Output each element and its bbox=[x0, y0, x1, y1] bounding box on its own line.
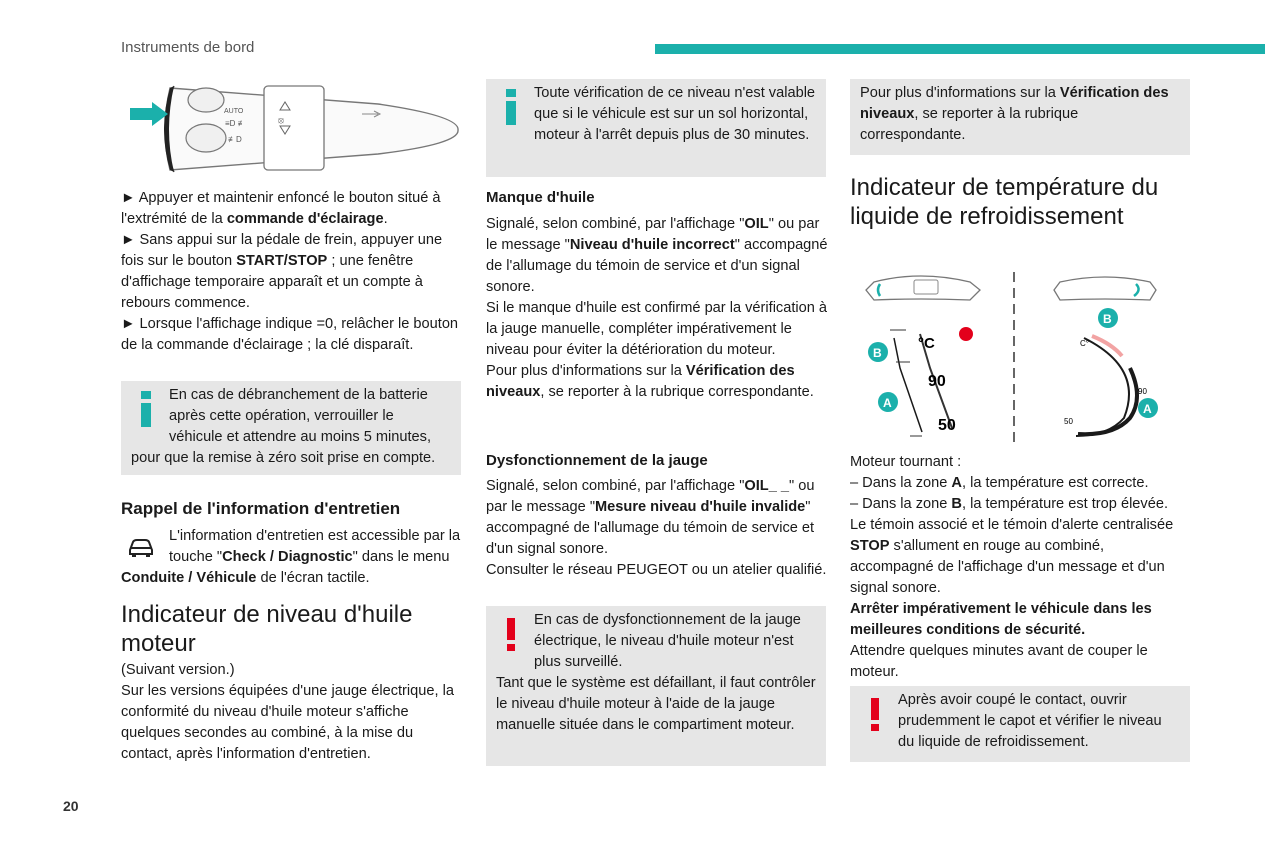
procedure-steps bbox=[121, 188, 463, 356]
cluster-left-screen bbox=[914, 280, 938, 294]
cluster-right-outline bbox=[1054, 277, 1156, 300]
zone-a-label-right: A bbox=[1143, 402, 1152, 416]
battery-info-note: En cas de débranchement de la batterie après cette opération, verrouiller le véhicule et attendre au moins 5 minutes, pour que la remise à zéro soit prise en compte. bbox=[121, 381, 461, 475]
svg-text:⦻: ⦻ bbox=[278, 115, 284, 125]
zone-a-label-left: A bbox=[883, 396, 892, 410]
maintenance-text: L'information d'entretien est accessible par la touche "Check / Diagnostic" dans le menu Conduite / Véhicule de l'écran tactile. bbox=[121, 528, 461, 586]
page-number: 20 bbox=[63, 798, 79, 814]
warning-icon bbox=[866, 694, 884, 736]
step-1: ► Appuyer et maintenir enfoncé le bouton situé à l'extrémité de la commande d'éclairage. bbox=[121, 190, 441, 227]
cluster-right-marker bbox=[1134, 284, 1139, 296]
oil-level-text: (Suivant version.) Sur les versions équipées d'une jauge électrique, la conformité du niveau d'huile moteur s'affiche quelques secondes au combiné, à la mise du contact, après l'information d'entretien. bbox=[121, 662, 454, 762]
arc-90-label: 90 bbox=[1138, 387, 1147, 396]
auto-label: AUTO bbox=[224, 108, 244, 115]
level-check-note: Toute vérification de ce niveau n'est valable que si le véhicule est sur un sol horizontal, moteur à l'arrêt depuis plus de 30 minutes. bbox=[486, 79, 826, 177]
step-2: ► Sans appui sur la pédale de frein, appuyer une fois sur le bouton START/STOP ; une fenêtre d'affichage temporaire apparaît et un compte à rebours commence. bbox=[121, 232, 443, 311]
section-title: Instruments de bord bbox=[121, 39, 255, 56]
oil-level-heading: Indicateur de niveau d'huile moteur bbox=[121, 601, 413, 657]
oil-shortage-text: Signalé, selon combiné, par l'affichage "OIL" ou par le message "Niveau d'huile incorrect" accompagné de l'allumage du témoin de service et d'un signal sonore. Si le manque d'huile est confirmé par la vérification à la jauge manuelle, compléter impérativement le niveau pour éviter la détérioration du moteur. Pour plus d'informations sur la Vérification des niveaux, se reporter à la rubrique correspondante. bbox=[486, 216, 828, 400]
linear-gauge-scale bbox=[894, 338, 922, 432]
linear-90-label: 90 bbox=[928, 373, 946, 390]
cluster-left-marker bbox=[878, 284, 880, 296]
zone-b-label-left: B bbox=[873, 346, 882, 360]
gauge-fault-warning-note: En cas de dysfonctionnement de la jauge électrique, le niveau d'huile moteur n'est plus surveillé. Tant que le système est défaillant, il faut contrôler le niveau d'huile moteur à l'aide de la jauge manuelle située dans le compartiment moteur. bbox=[486, 606, 826, 766]
gauge-fault-heading: Dysfonctionnement de la jauge bbox=[486, 452, 708, 469]
car-diagnostic-icon bbox=[127, 536, 155, 558]
zone-b-label-right: B bbox=[1103, 312, 1112, 326]
coolant-temp-heading: Indicateur de température du liquide de refroidissement bbox=[850, 174, 1159, 230]
arrow-icon bbox=[130, 102, 168, 126]
levels-info-note: Pour plus d'informations sur la Vérification des niveaux, se reporter à la rubrique correspondante. bbox=[850, 79, 1190, 155]
header-accent-bar bbox=[655, 44, 1265, 54]
info-icon bbox=[502, 87, 520, 129]
oil-shortage-heading: Manque d'huile bbox=[486, 189, 595, 206]
maintenance-heading: Rappel de l'information d'entretien bbox=[121, 499, 401, 518]
info-icon bbox=[137, 389, 155, 431]
arc-unit-label: C° bbox=[1080, 339, 1089, 348]
svg-text:≢D: ≢D bbox=[228, 135, 242, 144]
warning-icon bbox=[502, 614, 520, 656]
step-3: ► Lorsque l'affichage indique =0, relâcher le bouton de la commande d'éclairage ; la clé disparaît. bbox=[121, 316, 459, 353]
linear-unit-label: °C bbox=[918, 335, 935, 352]
arc-50-label: 50 bbox=[1064, 417, 1073, 426]
coolant-text: Moteur tournant : – Dans la zone A, la température est correcte. – Dans la zone B, la température est trop élevée. Le témoin associé et le témoin d'alerte centralisée STOP s'allument en rouge au combiné, accompagné de l'affichage d'un message et d'un signal sonore. Arrêter impérativement le véhicule dans les meilleures conditions de sécurité. Attendre quelques minutes avant de couper le moteur. bbox=[850, 454, 1174, 680]
svg-text:≡D ≢: ≡D ≢ bbox=[225, 119, 246, 128]
linear-50-label: 50 bbox=[938, 417, 956, 434]
coolant-gauge-illustration bbox=[860, 268, 1160, 448]
gauge-fault-text: Signalé, selon combiné, par l'affichage "OIL_ _" ou par le message "Mesure niveau d'huile invalide" accompagné de l'allumage du témoin de service et d'un signal sonore. Consulter le réseau PEUGEOT ou un atelier qualifié. bbox=[486, 478, 827, 578]
lighting-stalk-illustration bbox=[130, 74, 462, 178]
hood-warning-note: Après avoir coupé le contact, ouvrir prudemment le capot et vérifier le niveau du liquide de refroidissement. bbox=[850, 686, 1190, 762]
warning-light-red bbox=[959, 327, 973, 341]
